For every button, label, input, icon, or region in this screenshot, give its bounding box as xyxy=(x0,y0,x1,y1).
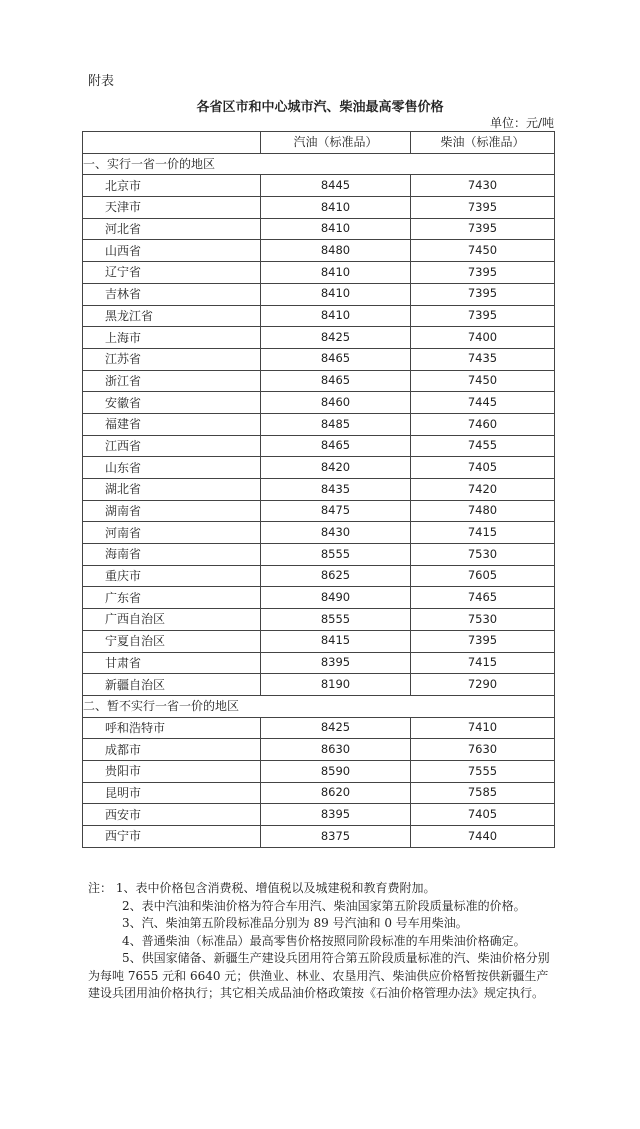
gasoline-price-cell: 8435 xyxy=(261,479,411,501)
gasoline-price-cell: 8445 xyxy=(261,175,411,197)
region-cell: 甘肃省 xyxy=(83,652,261,674)
gasoline-price-cell: 8425 xyxy=(261,327,411,349)
diesel-price-cell: 7585 xyxy=(411,782,555,804)
gasoline-price-cell: 8465 xyxy=(261,348,411,370)
diesel-price-cell: 7420 xyxy=(411,479,555,501)
region-cell: 辽宁省 xyxy=(83,262,261,284)
gasoline-price-cell: 8415 xyxy=(261,630,411,652)
table-row xyxy=(83,609,555,631)
gasoline-price-cell: 8475 xyxy=(261,500,411,522)
region-cell: 天津市 xyxy=(83,197,261,219)
table-row xyxy=(83,479,555,501)
region-cell: 昆明市 xyxy=(83,782,261,804)
diesel-price-cell: 7415 xyxy=(411,522,555,544)
diesel-price-cell: 7395 xyxy=(411,305,555,327)
table-row xyxy=(83,175,555,197)
region-cell: 西安市 xyxy=(83,804,261,826)
gasoline-price-cell: 8465 xyxy=(261,435,411,457)
region-cell: 河南省 xyxy=(83,522,261,544)
note-1: 注： 1、表中价格包含消费税、增值税以及城建税和教育费附加。 xyxy=(88,881,436,895)
table-row xyxy=(83,435,555,457)
region-cell: 河北省 xyxy=(83,218,261,240)
gasoline-price-cell: 8430 xyxy=(261,522,411,544)
table-row xyxy=(83,457,555,479)
region-cell: 西宁市 xyxy=(83,826,261,848)
table-row xyxy=(83,760,555,782)
gasoline-price-cell: 8420 xyxy=(261,457,411,479)
notes-section xyxy=(88,880,558,1003)
diesel-price-cell: 7430 xyxy=(411,175,555,197)
table-row xyxy=(83,392,555,414)
table-row xyxy=(83,522,555,544)
region-cell: 新疆自治区 xyxy=(83,674,261,696)
region-cell: 广东省 xyxy=(83,587,261,609)
diesel-price-cell: 7630 xyxy=(411,739,555,761)
table-row xyxy=(83,262,555,284)
table-row xyxy=(83,218,555,240)
note-5: 5、供国家储备、新疆生产建设兵团用符合第五阶段质量标准的汽、柴油价格分别为每吨 7655 元和 6640 元；供渔业、林业、农垦用汽、柴油供应价格暂按供新疆生产建设兵团用油价格执行；其它相关成品油价格政策按《石油价格管理办法》规定执行。 xyxy=(88,951,550,1000)
section-row xyxy=(83,695,555,717)
gasoline-price-cell: 8620 xyxy=(261,782,411,804)
diesel-price-cell: 7460 xyxy=(411,413,555,435)
diesel-price-cell: 7405 xyxy=(411,457,555,479)
gasoline-price-cell: 8630 xyxy=(261,739,411,761)
section-row xyxy=(83,153,555,175)
gasoline-price-cell: 8375 xyxy=(261,826,411,848)
region-cell: 北京市 xyxy=(83,175,261,197)
table-header-row xyxy=(83,132,555,154)
unit-label: 单位：元/吨 xyxy=(489,116,554,130)
attachment-label: 附表 xyxy=(88,74,115,89)
table-row xyxy=(83,370,555,392)
diesel-price-cell: 7395 xyxy=(411,262,555,284)
diesel-price-cell: 7395 xyxy=(411,283,555,305)
header-region xyxy=(83,132,261,154)
gasoline-price-cell: 8410 xyxy=(261,283,411,305)
region-cell: 海南省 xyxy=(83,544,261,566)
diesel-price-cell: 7395 xyxy=(411,630,555,652)
region-cell: 黑龙江省 xyxy=(83,305,261,327)
gasoline-price-cell: 8410 xyxy=(261,262,411,284)
section-label: 二、暂不实行一省一价的地区 xyxy=(83,695,555,717)
table-row xyxy=(83,348,555,370)
diesel-price-cell: 7440 xyxy=(411,826,555,848)
region-cell: 吉林省 xyxy=(83,283,261,305)
gasoline-price-cell: 8460 xyxy=(261,392,411,414)
note-2: 2、表中汽油和柴油价格为符合车用汽、柴油国家第五阶段质量标准的价格。 xyxy=(122,898,526,913)
gasoline-price-cell: 8490 xyxy=(261,587,411,609)
header-diesel: 柴油（标准品） xyxy=(411,132,555,154)
gasoline-price-cell: 8425 xyxy=(261,717,411,739)
region-cell: 湖北省 xyxy=(83,479,261,501)
region-cell: 江苏省 xyxy=(83,348,261,370)
diesel-price-cell: 7395 xyxy=(411,218,555,240)
table-row xyxy=(83,565,555,587)
diesel-price-cell: 7395 xyxy=(411,197,555,219)
region-cell: 上海市 xyxy=(83,327,261,349)
diesel-price-cell: 7480 xyxy=(411,500,555,522)
note-3: 3、汽、柴油第五阶段标准品分别为 89 号汽油和 0 号车用柴油。 xyxy=(122,916,468,930)
diesel-price-cell: 7455 xyxy=(411,435,555,457)
region-cell: 福建省 xyxy=(83,413,261,435)
header-gasoline: 汽油（标准品） xyxy=(261,132,411,154)
table-row xyxy=(83,630,555,652)
diesel-price-cell: 7290 xyxy=(411,674,555,696)
diesel-price-cell: 7415 xyxy=(411,652,555,674)
diesel-price-cell: 7405 xyxy=(411,804,555,826)
table-row xyxy=(83,305,555,327)
table-row xyxy=(83,283,555,305)
table-row xyxy=(83,674,555,696)
table-row xyxy=(83,782,555,804)
diesel-price-cell: 7435 xyxy=(411,348,555,370)
section-label: 一、实行一省一价的地区 xyxy=(83,153,555,175)
gasoline-price-cell: 8410 xyxy=(261,218,411,240)
region-cell: 浙江省 xyxy=(83,370,261,392)
gasoline-price-cell: 8555 xyxy=(261,609,411,631)
gasoline-price-cell: 8410 xyxy=(261,197,411,219)
region-cell: 安徽省 xyxy=(83,392,261,414)
table-row xyxy=(83,717,555,739)
region-cell: 湖南省 xyxy=(83,500,261,522)
table-row xyxy=(83,500,555,522)
gasoline-price-cell: 8590 xyxy=(261,760,411,782)
region-cell: 江西省 xyxy=(83,435,261,457)
diesel-price-cell: 7605 xyxy=(411,565,555,587)
region-cell: 山西省 xyxy=(83,240,261,262)
diesel-price-cell: 7410 xyxy=(411,717,555,739)
gasoline-price-cell: 8190 xyxy=(261,674,411,696)
region-cell: 山东省 xyxy=(83,457,261,479)
diesel-price-cell: 7530 xyxy=(411,544,555,566)
region-cell: 广西自治区 xyxy=(83,609,261,631)
document-title: 各省区市和中心城市汽、柴油最高零售价格 xyxy=(196,100,444,115)
diesel-price-cell: 7530 xyxy=(411,609,555,631)
gasoline-price-cell: 8410 xyxy=(261,305,411,327)
table-row xyxy=(83,804,555,826)
gasoline-price-cell: 8555 xyxy=(261,544,411,566)
table-row xyxy=(83,826,555,848)
table-row xyxy=(83,240,555,262)
table-row xyxy=(83,413,555,435)
table-row xyxy=(83,587,555,609)
region-cell: 宁夏自治区 xyxy=(83,630,261,652)
table-row xyxy=(83,327,555,349)
table-row xyxy=(83,652,555,674)
diesel-price-cell: 7450 xyxy=(411,240,555,262)
diesel-price-cell: 7400 xyxy=(411,327,555,349)
gasoline-price-cell: 8480 xyxy=(261,240,411,262)
diesel-price-cell: 7555 xyxy=(411,760,555,782)
diesel-price-cell: 7450 xyxy=(411,370,555,392)
gasoline-price-cell: 8465 xyxy=(261,370,411,392)
diesel-price-cell: 7465 xyxy=(411,587,555,609)
region-cell: 成都市 xyxy=(83,739,261,761)
table-row xyxy=(83,197,555,219)
table-row xyxy=(83,739,555,761)
region-cell: 重庆市 xyxy=(83,565,261,587)
note-4: 4、普通柴油（标准品）最高零售价格按照同阶段标准的车用柴油价格确定。 xyxy=(122,933,526,948)
region-cell: 呼和浩特市 xyxy=(83,717,261,739)
table-row xyxy=(83,544,555,566)
gasoline-price-cell: 8625 xyxy=(261,565,411,587)
region-cell: 贵阳市 xyxy=(83,760,261,782)
gasoline-price-cell: 8395 xyxy=(261,652,411,674)
diesel-price-cell: 7445 xyxy=(411,392,555,414)
gasoline-price-cell: 8395 xyxy=(261,804,411,826)
gasoline-price-cell: 8485 xyxy=(261,413,411,435)
price-table xyxy=(82,131,555,848)
